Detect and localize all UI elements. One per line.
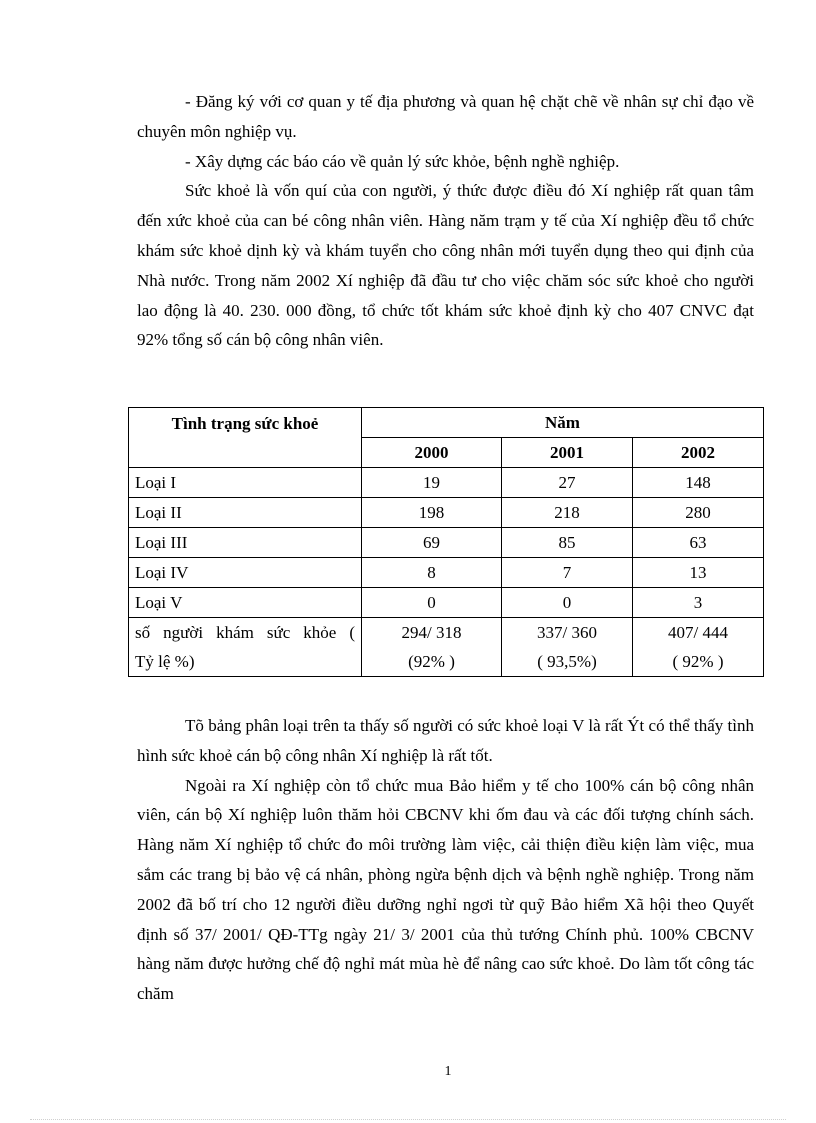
table-cell: 280 (633, 498, 764, 528)
paragraph: - Đăng ký với cơ quan y tế địa phương và quan hệ chặt chẽ về nhân sự chỉ đạo về chuyên môn nghiệp vụ. (137, 92, 754, 141)
table-row (129, 588, 764, 618)
table-cell: 218 (502, 498, 633, 528)
header-year-group: Năm (362, 408, 764, 438)
header-year: 2002 (633, 438, 764, 468)
table-row (129, 498, 764, 528)
paragraph: Sức khoẻ là vốn quí của con người, ý thức được điều đó Xí nghiệp rất quan tâm đến xức khoẻ của can bé công nhân viên. Hàng năm trạm y tế của Xí nghiệp đều tổ chức khám sức khoẻ dịnh kỳ và khám tuyển cho công nhân mới tuyển dụng theo qui định của Nhà nước. Trong năm 2002 Xí nghiệp đã đầu tư cho việc chăm sóc sức khoẻ cho người lao động là 40. 230. 000 đồng, tổ chức tốt khám sức khoẻ định kỳ cho 407 CNVC đạt 92% tổng số cán bộ công nhân viên. (137, 181, 754, 350)
paragraph: Tõ bảng phân loại trên ta thấy số người có sức khoẻ loại V là rất Ýt có thể thấy tình hình sức khoẻ cán bộ công nhân Xí nghiệp là rất tốt. (137, 716, 754, 765)
page-bottom-divider (30, 1119, 786, 1120)
paragraphs-top (137, 87, 754, 355)
table-cell: 63 (633, 528, 764, 558)
summary-count: 337/ 360 (537, 623, 597, 642)
summary-ratio: (92% ) (408, 652, 455, 671)
summary-label (129, 618, 362, 677)
summary-label-line1: số người khám sức khỏe ( (135, 623, 355, 642)
row-label: Loại II (129, 498, 362, 528)
table-cell: 69 (362, 528, 502, 558)
summary-cell (362, 618, 502, 677)
table-cell: 198 (362, 498, 502, 528)
summary-ratio: ( 93,5%) (537, 652, 597, 671)
row-label: Loại III (129, 528, 362, 558)
table-cell: 19 (362, 468, 502, 498)
table-row (129, 558, 764, 588)
header-year: 2000 (362, 438, 502, 468)
summary-count: 407/ 444 (668, 623, 728, 642)
table-cell: 0 (362, 588, 502, 618)
health-status-table (128, 407, 764, 677)
table-cell: 7 (502, 558, 633, 588)
summary-cell (633, 618, 764, 677)
table-cell: 27 (502, 468, 633, 498)
summary-ratio: ( 92% ) (672, 652, 724, 671)
summary-label-line2: Tỷ lệ %) (135, 652, 195, 671)
header-health-status: Tình trạng sức khoẻ (129, 408, 362, 468)
table-cell: 8 (362, 558, 502, 588)
table-row (129, 468, 764, 498)
summary-count: 294/ 318 (401, 623, 462, 642)
header-year: 2001 (502, 438, 633, 468)
table-cell: 13 (633, 558, 764, 588)
table-row (129, 528, 764, 558)
paragraph: - Xây dựng các báo cáo về quản lý sức khỏe, bệnh nghề nghiệp. (185, 151, 620, 171)
paragraph: Ngoài ra Xí nghiệp còn tổ chức mua Bảo hiểm y tế cho 100% cán bộ công nhân viên, cán bộ Xí nghiệp luôn thăm hỏi CBCNV khi ốm đau và các đối tượng chính sách. Hàng năm Xí nghiệp tổ chức đo môi trường làm việc, cải thiện điều kiện làm việc, mua sắm các trang bị bảo vệ cá nhân, phòng ngừa bệnh dịch và bệnh nghề nghiệp. Trong năm 2002 đã bố trí cho 12 người điều dưỡng nghỉ ngơi từ quỹ Bảo hiểm Xã hội theo Quyết định số 37/ 2001/ QĐ-TTg ngày 21/ 3/ 2001 của thủ tướng Chính phủ. 100% CBCNV hàng năm được hưởng chế độ nghỉ mát mùa hè để nâng cao sức khoẻ. Do làm tốt công tác chăm (137, 775, 754, 1004)
summary-cell (502, 618, 633, 677)
paragraphs-bottom (137, 711, 754, 1009)
summary-row (129, 618, 764, 677)
table-cell: 148 (633, 468, 764, 498)
table-cell: 0 (502, 588, 633, 618)
row-label: Loại IV (129, 558, 362, 588)
page-number: 1 (444, 1064, 452, 1079)
row-label: Loại V (129, 588, 362, 618)
table-cell: 85 (502, 528, 633, 558)
row-label: Loại I (129, 468, 362, 498)
table-cell: 3 (633, 588, 764, 618)
